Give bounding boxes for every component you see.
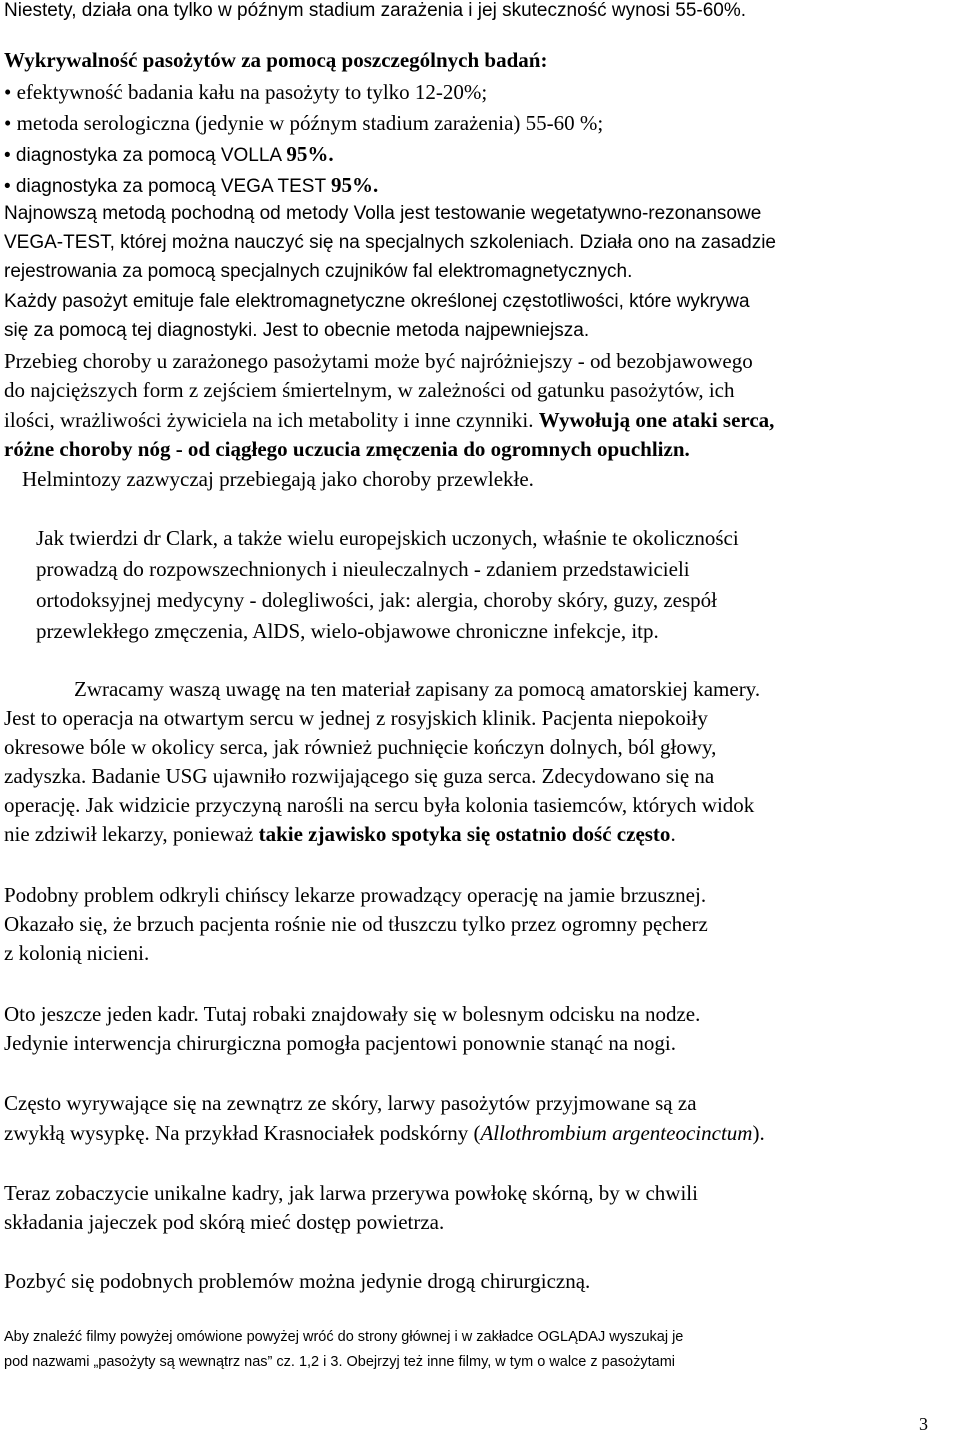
paragraph-line: Przebieg choroby u zarażonego pasożytami może być najróżniejszy - od bezobjawowego [4,349,753,373]
paragraph-line: VEGA-TEST, której można nauczyć się na specjalnych szkoleniach. Działa ono na zasadzie [4,232,776,253]
paragraph-line: Teraz zobaczycie unikalne kadry, jak larwa przerywa powłokę skórną, by w chwili [4,1181,698,1205]
paragraph-line: do najcięższych form z zejściem śmiertelnym, w zależności od gatunku pasożytów, ich [4,378,735,402]
bullet-item: • efektywność badania kału na pasożyty to tylko 12-20%; [4,80,488,104]
paragraph-line: ortodoksyjnej medycyny - dolegliwości, jak: alergia, choroby skóry, guzy, zespół [36,588,717,612]
paragraph-line: zwykłą wysypkę. Na przykład Krasnociałek podskórny (Allothrombium argenteocinctum). [4,1121,765,1145]
footnote-line: pod nazwami „pasożyty są wewnątrz nas” cz. 1,2 i 3. Obejrzyj też inne filmy, w tym o walce z pasożytami [4,1354,676,1370]
paragraph-line: Każdy pasożyt emituje fale elektromagnetyczne określonej częstotliwości, które wykrywa [4,291,750,312]
bullet-item: • diagnostyka za pomocą VOLLA 95%. [4,142,334,166]
paragraph-line: zadyszka. Badanie USG ujawniło rozwijającego się guza serca. Zdecydowano się na [4,764,715,788]
paragraph-line: składania jajeczek pod skórą mieć dostęp powietrza. [4,1210,445,1234]
paragraph-line: okresowe bóle w okolicy serca, jak również puchnięcie kończyn dolnych, ból głowy, [4,735,717,759]
paragraph-line: Jedynie interwencja chirurgiczna pomogła pacjentowi ponownie stanąć na nogi. [4,1031,676,1055]
detection-heading: Wykrywalność pasożytów za pomocą poszczególnych badań: [4,48,548,72]
paragraph-line: prowadzą do rozpowszechnionych i nieuleczalnych - zdaniem przedstawicieli [36,557,690,581]
paragraph-line: Oto jeszcze jeden kadr. Tutaj robaki znajdowały się w bolesnym odcisku na nodze. [4,1002,701,1026]
paragraph-line: różne choroby nóg - od ciągłego uczucia zmęczenia do ogromnych opuchlizn. [4,437,690,461]
paragraph-line: ilości, wrażliwości żywiciela na ich metabolity i inne czynniki. Wywołują one ataki serca, [4,408,775,432]
paragraph-line: Podobny problem odkryli chińscy lekarze prowadzący operację na jamie brzusznej. [4,883,707,907]
paragraph-line: rejestrowania za pomocą specjalnych czujników fal elektromagnetycznych. [4,261,633,282]
paragraph-line: przewlekłego zmęczenia, AlDS, wielo-objawowe chroniczne infekcje, itp. [36,619,659,643]
page-number: 3 [919,1414,928,1434]
paragraph-line: Zwracamy waszą uwagę na ten materiał zapisany za pomocą amatorskiej kamery. [74,677,761,701]
paragraph-line: Pozbyć się podobnych problemów można jedynie drogą chirurgiczną. [4,1269,591,1293]
bullet-item: • diagnostyka za pomocą VEGA TEST 95%. [4,173,379,197]
intro-line: Niestety, działa ona tylko w późnym stadium zarażenia i jej skuteczność wynosi 55-60%. [4,0,747,21]
paragraph-line: z kolonią nicieni. [4,941,150,965]
paragraph-line: Helmintozy zazwyczaj przebiegają jako choroby przewlekłe. [22,467,534,491]
paragraph-line: operację. Jak widzicie przyczyną narośli na sercu była kolonia tasiemców, których widok [4,793,755,817]
paragraph-line: się za pomocą tej diagnostyki. Jest to obecnie metoda najpewniejsza. [4,320,590,341]
paragraph-line: Jak twierdzi dr Clark, a także wielu europejskich uczonych, właśnie te okoliczności [36,526,739,550]
bullet-item: • metoda serologiczna (jedynie w późnym stadium zarażenia) 55-60 %; [4,111,604,135]
paragraph-line: Najnowszą metodą pochodną od metody Volla jest testowanie wegetatywno-rezonansowe [4,203,762,224]
paragraph-line: nie zdziwił lekarzy, ponieważ takie zjawisko spotyka się ostatnio dość często. [4,822,676,846]
paragraph-line: Jest to operacja na otwartym sercu w jednej z rosyjskich klinik. Pacjenta niepokoiły [4,706,708,730]
footnote-line: Aby znaleźć filmy powyżej omówione powyżej wróć do strony głównej i w zakładce OGLĄDAJ wyszukaj je [4,1329,684,1345]
paragraph-line: Okazało się, że brzuch pacjenta rośnie nie od tłuszczu tylko przez ogromny pęcherz [4,912,708,936]
paragraph-line: Często wyrywające się na zewnątrz ze skóry, larwy pasożytów przyjmowane są za [4,1091,697,1115]
